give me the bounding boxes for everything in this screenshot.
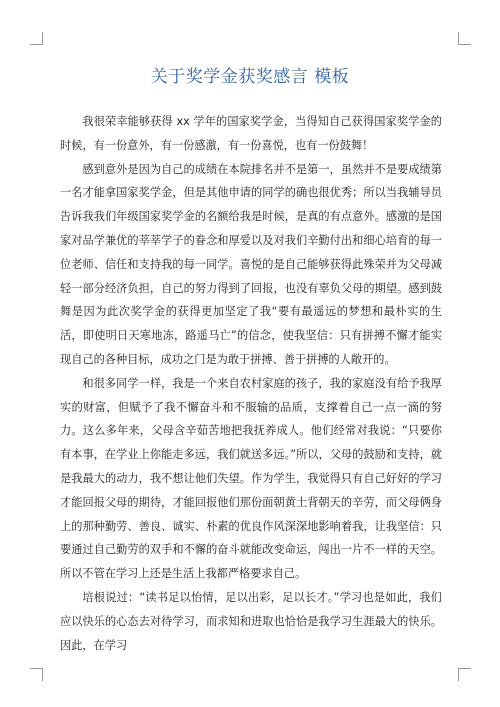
document-body bbox=[60, 110, 442, 657]
paragraph-3: 和很多同学一样，我是一个来自农村家庭的孩子，我的家庭没有给予我厚实的财富，但赋予了我不懈奋斗和不服输的品质，支撑着自己一点一滴的努力。这么多年来，父母含辛茹苦地把我抚养成人。他们经常对我说：“只要你有本事，在学业上你能走多远，我们就送多远。”所以，父母的鼓励和支持，就是我最大的动力，我不想让他们失望。作为学生，我觉得只有自己好好的学习才能回报父母的期待，才能回报他们那份面朝黄土背朝天的辛劳，而父母俩身上的那种勤劳、善良、诚实、朴素的优良作风深深地影响着我，让我坚信：只要通过自己勤劳的双手和不懈的奋斗就能改变命运，闯出一片不一样的天空。所以不管在学习上还是生活上我都严格要求自己。 bbox=[60, 376, 442, 581]
paragraph-4: 培根说过：“读书足以怡情，足以出彩，足以长才。”学习也是如此，我们应以快乐的心态去对待学习，而求知和进取也恰恰是我学习生涯最大的快乐。因此，在学习 bbox=[60, 590, 442, 652]
document-title: 关于奖学金获奖感言 模板 bbox=[150, 67, 350, 87]
paragraph-2: 感到意外是因为自己的成绩在本院排名并不是第一，虽然并不是要成绩第一名才能拿国家奖学金，但是其他申请的同学的确也很优秀；所以当我辅导员告诉我我们年级国家奖学金的名额给我是时候，是真的有点意外。感激的是国家对品学兼优的莘莘学子的眷念和厚爱以及对我们辛勤付出和细心培育的每一位老师、信任和支持我的每一同学。喜悦的是自己能够获得此殊荣并为父母减轻一部分经济负担，自己的努力得到了回报，也没有辜负父母的期望。感到鼓舞是因为此次奖学金的获得更加坚定了我“要有最遥远的梦想和最朴实的生活，即使明日天寒地冻，路遥马亡”的信念，使我坚信：只有拼搏不懈才能实现自己的各种目标，成功之门是为敢于拼搏、善于拼搏的人敞开的。 bbox=[60, 162, 442, 366]
crop-mark-top-left bbox=[30, 32, 43, 45]
paragraph-1: 我很荣幸能够获得 xx 学年的国家奖学金，当得知自己获得国家奖学金的时候，有一份意外，有一份感激，有一份喜悦，也有一份鼓舞！ bbox=[60, 115, 442, 152]
crop-mark-bottom-left bbox=[30, 668, 43, 681]
crop-mark-bottom-right bbox=[458, 668, 471, 681]
crop-mark-top-right bbox=[458, 32, 471, 45]
